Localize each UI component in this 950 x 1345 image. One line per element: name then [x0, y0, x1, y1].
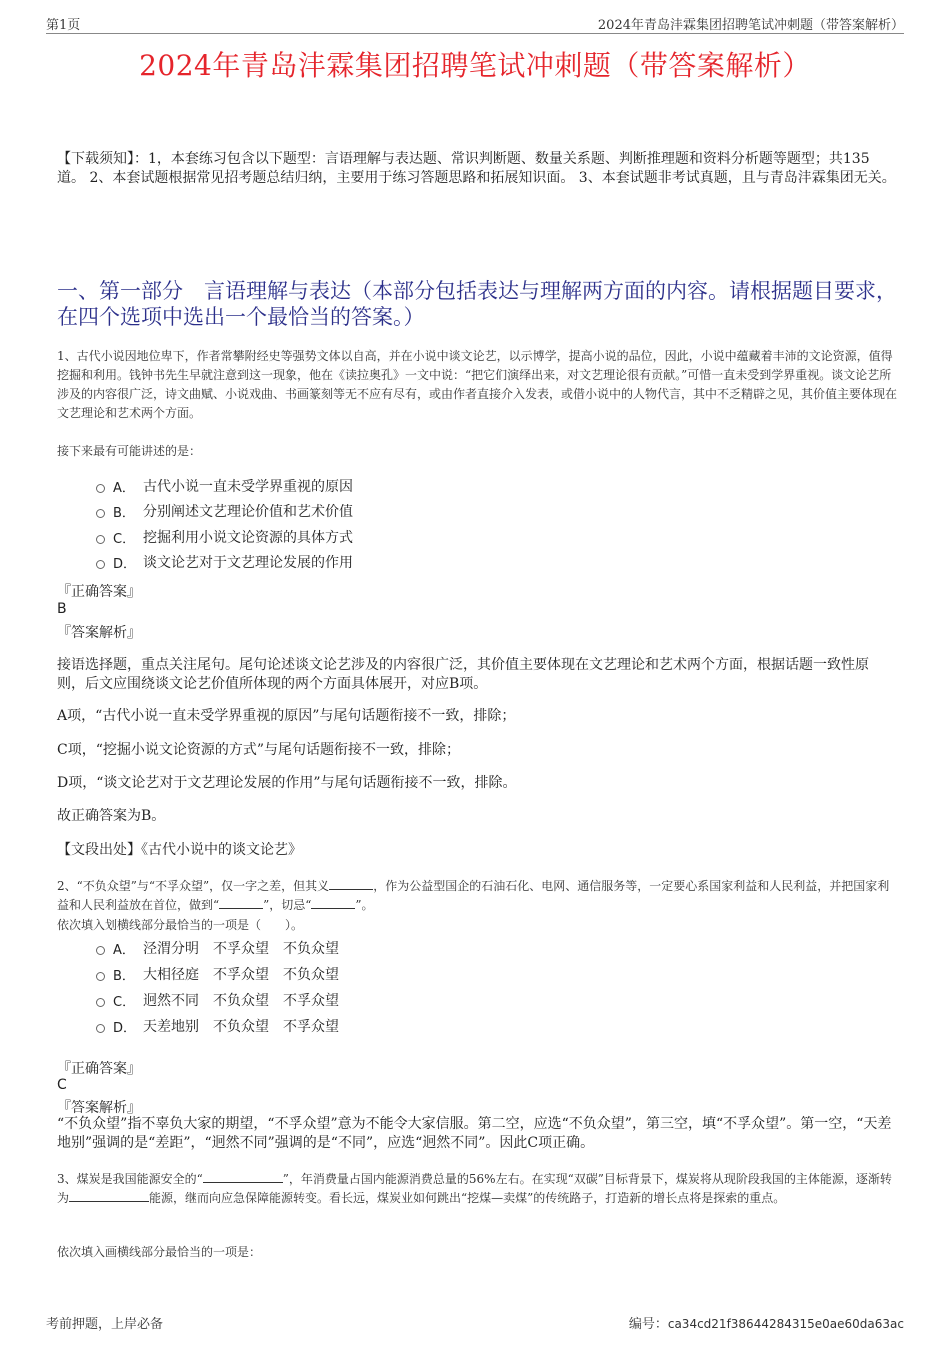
radio-icon[interactable]	[96, 484, 105, 493]
radio-icon[interactable]	[96, 535, 105, 544]
header-doc-title: 2024年青岛沣霖集团招聘笔试冲刺题（带答案解析）	[597, 18, 904, 33]
q1-conclusion: 故正确答案为B。	[57, 808, 166, 824]
q1-stem: 1、古代小说因地位卑下，作者常攀附经史等强势文体以自高，并在小说中谈文论艺，以示博学，提高小说的品位，因此，小说中蕴藏着丰沛的文论资源，值得挖掘和利用。钱钟书先生早就注意到这一现象，他在《读拉奥孔》一文中说：“把它们演绎出来，对文艺理论很有贡献。”可惜一直未受到学界重视。谈文论艺所涉及的内容很广泛，诗文曲赋、小说戏曲、书画篆刻等无不应有尽有，或由作者直接介入发表，或借小说中的人物代言，其中不乏精辟之见，其价值主要体现在文艺理论和艺术两个方面。	[57, 349, 898, 420]
q1-answer: B	[57, 601, 67, 617]
q2-answer-tag: 『正确答案』	[57, 1061, 141, 1077]
q1-analysis-tag: 『答案解析』	[57, 625, 141, 641]
radio-icon[interactable]	[96, 946, 105, 955]
q2-option-d[interactable]: D． 天差地别 不负众望 不孚众望	[96, 1016, 339, 1036]
q3-stem: 3、煤炭是我国能源安全的“ ”，年消费量占国内能源消费总量的56%左右。在实现“双碳”目标背景下，煤炭将从现阶段我国的主体能源，逐渐转为 能源，继而向应急保障能源转变。看长远，煤炭业如何跳出“挖煤—卖煤”的传统路子，打造新的增长点将是探索的重点。	[57, 1172, 892, 1205]
q2-analysis-tag: 『答案解析』	[57, 1100, 141, 1116]
radio-icon[interactable]	[96, 972, 105, 981]
blank-line	[219, 908, 263, 909]
q1-option-b[interactable]: B． 分别阐述文艺理论价值和艺术价值	[96, 501, 353, 521]
radio-icon[interactable]	[96, 560, 105, 569]
section-title: 一、第一部分 言语理解与表达（本部分包括表达与理解两方面的内容。请根据题目要求，在四个选项中选出一个最恰当的答案。）	[57, 279, 897, 329]
download-notice: 【下载须知】：1，本套练习包含以下题型：言语理解与表达题、常识判断题、数量关系题、判断推理题和资料分析题等题型；共135道。 2、本套试题根据常见招考题总结归纳，主要用于练习答题思路和拓展知识面。 3、本套试题非考试真题，且与青岛沣霖集团无关。	[57, 151, 896, 186]
radio-icon[interactable]	[96, 998, 105, 1007]
q2-analysis: “不负众望”指不辜负大家的期望，“不孚众望”意为不能令大家信服。第二空，应选“不负众望”，第三空，填“不孚众望”。第一空，“天差地别”强调的是“差距”，“迥然不同”强调的是“不同”，应选“迥然不同”。因此C项正确。	[57, 1116, 892, 1151]
q1-analysis-d: D项，“谈文论艺对于文艺理论发展的作用”与尾句话题衔接不一致，排除。	[57, 775, 517, 791]
q1-option-d[interactable]: D． 谈文论艺对于文艺理论发展的作用	[96, 552, 353, 572]
q2-answer: C	[57, 1077, 67, 1093]
blank-line	[203, 1182, 283, 1183]
q1-analysis-main: 接语选择题，重点关注尾句。尾句论述谈文论艺涉及的内容很广泛，其价值主要体现在文艺理论和艺术两个方面，根据话题一致性原则，后文应围绕谈文论艺价值所体现的两个方面具体展开，对应B项。	[57, 657, 869, 692]
q1-option-c[interactable]: C． 挖掘利用小说文论资源的具体方式	[96, 527, 353, 547]
q1-analysis-c: C项，“挖掘小说文论资源的方式”与尾句话题衔接不一致，排除；	[57, 742, 461, 758]
footer-slogan: 考前押题，上岸必备	[46, 1317, 164, 1332]
q1-analysis-a: A项，“古代小说一直未受学界重视的原因”与尾句话题衔接不一致，排除；	[57, 708, 516, 724]
blank-line	[69, 1201, 149, 1202]
page-number: 第1页	[46, 18, 81, 33]
q2-prompt: 依次填入划横线部分最恰当的一项是（ ）。	[57, 918, 304, 932]
blank-line	[329, 889, 373, 890]
q2-option-b[interactable]: B． 大相径庭 不孚众望 不负众望	[96, 964, 339, 984]
header-divider	[46, 33, 904, 34]
q1-option-a[interactable]: A． 古代小说一直未受学界重视的原因	[96, 476, 353, 496]
q1-prompt: 接下来最有可能讲述的是：	[57, 444, 202, 458]
q3-prompt: 依次填入画横线部分最恰当的一项是：	[57, 1245, 262, 1259]
q2-stem: 2、“不负众望”与“不孚众望”，仅一字之差，但其义 ，作为公益型国企的石油石化、电网、通信服务等，一定要心系国家利益和人民利益，并把国家利益和人民利益放在首位，做到“ ”，切忌“ ”。	[57, 879, 890, 912]
blank-line	[311, 908, 355, 909]
q2-option-c[interactable]: C． 迥然不同 不负众望 不孚众望	[96, 990, 339, 1010]
q1-answer-tag: 『正确答案』	[57, 584, 141, 600]
footer-code: 编号：ca34cd21f38644284315e0ae60da63ac	[628, 1317, 904, 1332]
q1-source: 【文段出处】《古代小说中的谈文论艺》	[57, 842, 302, 858]
radio-icon[interactable]	[96, 509, 105, 518]
page-title: 2024年青岛沣霖集团招聘笔试冲刺题（带答案解析）	[139, 49, 811, 82]
radio-icon[interactable]	[96, 1024, 105, 1033]
q2-option-a[interactable]: A． 泾渭分明 不孚众望 不负众望	[96, 938, 339, 958]
